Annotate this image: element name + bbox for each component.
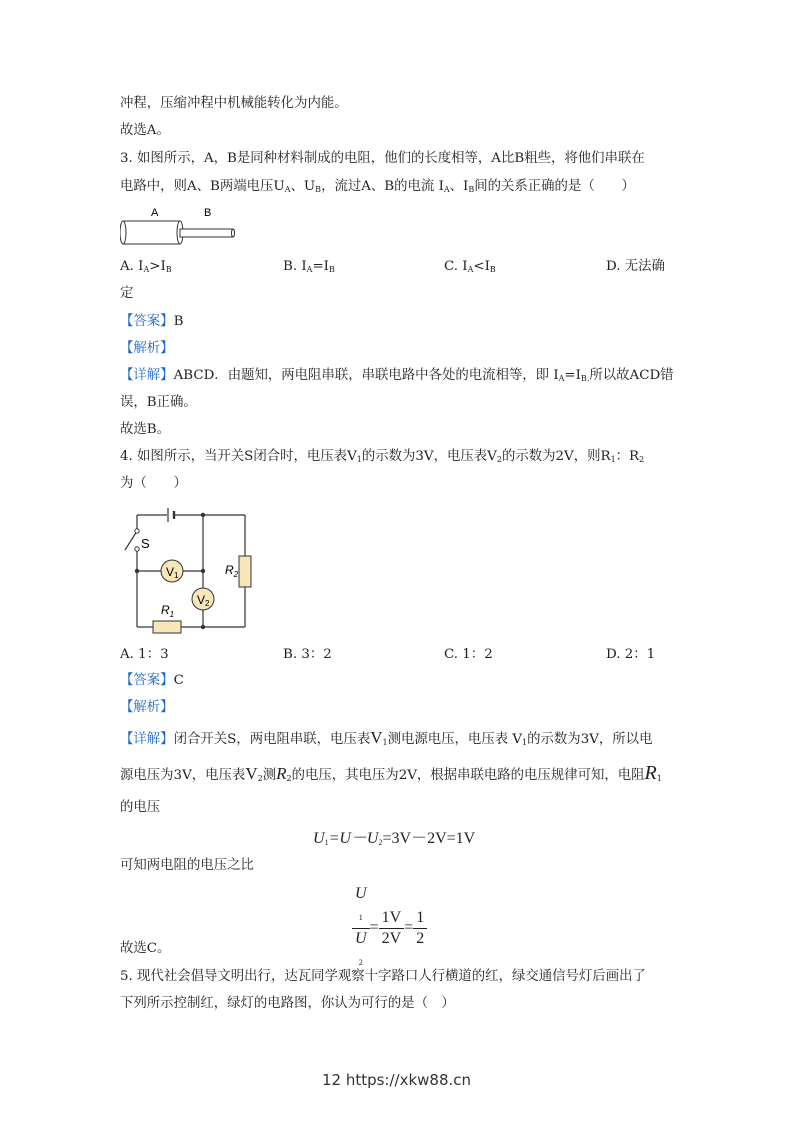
v1-label: V1 [166, 565, 179, 580]
resistor-figure [120, 203, 240, 249]
label-b: B [204, 207, 212, 219]
detail-line: 【详解】闭合开关S，两电阻串联，电压表$V_1$测电源电压，电压表 $V_1$的示数为3V，所以电 [120, 728, 653, 747]
text-line: 冲程，压缩冲程中机械能转化为内能。 [120, 96, 348, 111]
option-a[interactable]: A. $I_A>I_B$ [120, 259, 172, 274]
page-footer: 12 https://xkw88.cn [321, 1071, 472, 1089]
answer-line: 【答案】B [120, 314, 184, 329]
circuit-figure [115, 503, 255, 636]
option-c[interactable]: C. $I_A<I_B$ [444, 259, 496, 274]
detail-line-cont: 误，B正确。 [120, 395, 197, 410]
option-a[interactable]: A. 1：3 [120, 647, 169, 662]
analysis-tag: 【解析】 [120, 700, 174, 715]
question-3-stem: 3. 如图所示，A，B是同种材料制成的电阻，他们的长度相等，A比B粗些，将他们串联在 [120, 151, 645, 166]
label-a: A [151, 207, 159, 219]
option-d[interactable]: D. 2：1 [606, 647, 656, 662]
detail-line: 【详解】ABCD．由题知，两电阻串联，串联电路中各处的电流相等，即 $I_A=I_{B.}$所以故ACD错 [120, 368, 674, 383]
option-d-cont: 定 [120, 286, 134, 301]
question-4-stem-cont: 为（ ） [120, 476, 187, 491]
question-5-stem-cont: 下列所示控制红，绿灯的电路图，你认为可行的是（ ） [120, 996, 455, 1011]
question-3-stem-cont: 电路中，则A、B两端电压$U_A$、$U_B$，流过A、B的电流 $I_A$、$I_B$间的关系正确的是（ ） [120, 179, 635, 194]
text-line: 可知两电阻的电压之比 [120, 858, 254, 873]
question-4-stem: 4. 如图所示，当开关S闭合时，电压表$V_1$的示数为3V，电压表$V_2$的示数为2V，则$R_1$：$R_2$ [120, 449, 645, 464]
detail-line-cont: 源电压为3V，电压表$V_2$测$R_2$的电压，其电压为2V，根据串联电路的电压规律可知，电阻$R_1$ [120, 762, 662, 784]
option-d[interactable]: D. 无法确 [606, 259, 665, 274]
detail-line-cont: 的电压 [120, 800, 161, 815]
equation-2: U $_1$ U $_2$ = $\frac{1V}{2V}$ = $\frac{1}{2}$ [352, 884, 427, 973]
switch-label: S [141, 536, 150, 551]
select-line: 故选C。 [120, 941, 171, 956]
answer-line: 【答案】C [120, 673, 184, 688]
option-b[interactable]: B. 3：2 [283, 647, 332, 662]
select-line: 故选B。 [120, 422, 171, 437]
option-c[interactable]: C. 1：2 [444, 647, 493, 662]
option-b[interactable]: B. $I_A=I_B$ [283, 259, 335, 274]
v2-label: V2 [197, 593, 210, 608]
equation-1: $U_1=U-U_2=3V-2V=1V$ [313, 830, 476, 847]
r1-label: $R_1$ [161, 603, 175, 619]
question-5-stem: 5. 现代社会倡导文明出行，达瓦同学观察十字路口人行横道的红，绿交通信号灯后画出了 [120, 969, 646, 984]
text-line: 故选A。 [120, 123, 170, 138]
analysis-tag: 【解析】 [120, 341, 174, 356]
r2-label: $R_2$ [225, 563, 239, 579]
